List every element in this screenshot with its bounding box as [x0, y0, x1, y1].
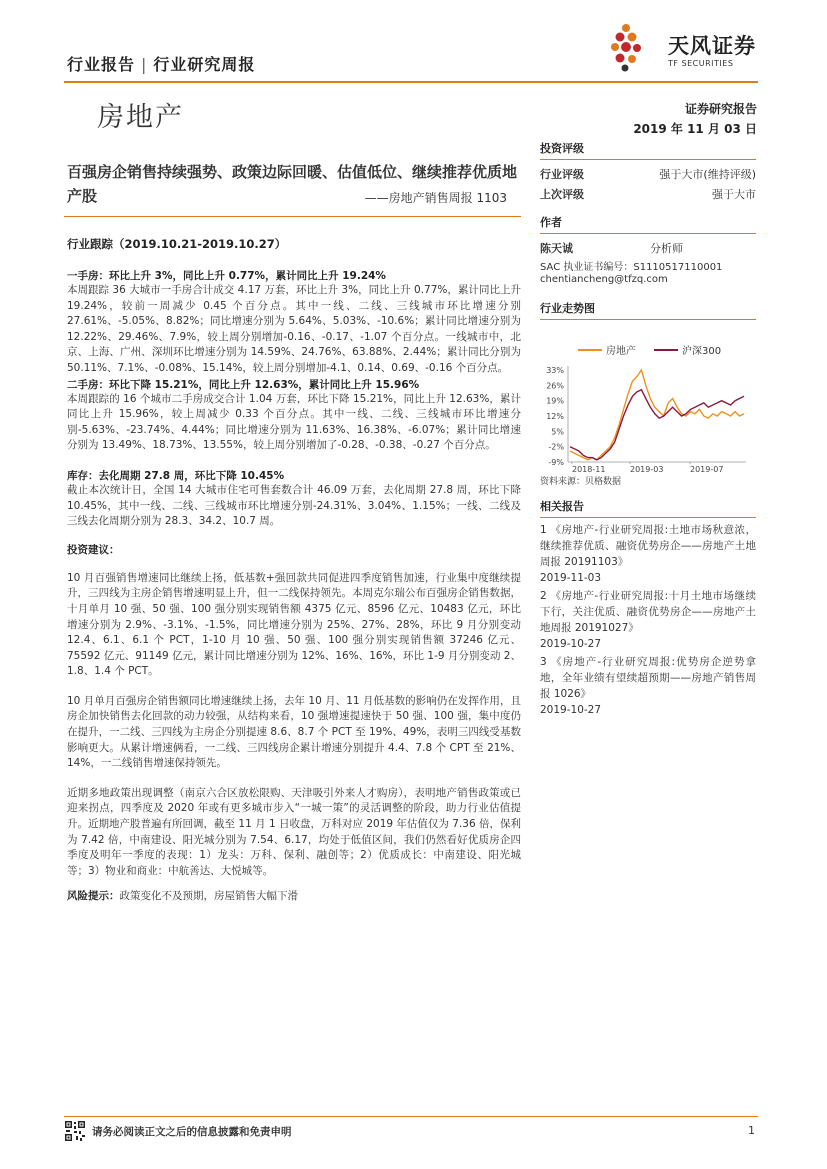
section-advice-title: 投资建议： — [67, 543, 120, 556]
y-tick-label: -9% — [548, 458, 564, 467]
company-name: 天风证券 — [668, 34, 756, 58]
rating-label: 行业评级 — [540, 168, 584, 181]
author-divider — [540, 233, 756, 234]
trend-chart — [540, 324, 756, 474]
author-sac: SAC 执业证书编号：S1110517110001 — [540, 262, 723, 273]
related-item[interactable] — [540, 522, 756, 586]
tracking-title: 行业跟踪（2019.10.21-2019.10.27） — [67, 237, 287, 251]
author-name: 陈天诚 — [540, 242, 573, 255]
chart-source: 资料来源：贝格数据 — [540, 477, 622, 487]
related-item-date: 2019-10-27 — [540, 638, 602, 650]
related-item[interactable] — [540, 588, 756, 652]
x-tick-label: 2018-11 — [572, 465, 606, 474]
category-label: 行业报告 — [67, 55, 136, 74]
y-tick-label: 12% — [546, 412, 564, 421]
category-separator: | — [141, 55, 148, 74]
risk-label: 风险提示： — [67, 890, 120, 903]
legend-label: 沪深300 — [682, 346, 722, 357]
author-email[interactable]: chentiancheng@tfzq.com — [540, 274, 668, 285]
page-number: 1 — [748, 1124, 755, 1137]
related-title: 相关报告 — [540, 500, 584, 513]
report-type: 证券研究报告 — [684, 102, 757, 116]
sidebar-rating — [540, 140, 756, 202]
section-inventory-title: 库存：去化周期 27.8 周，环比下降 10.45% — [67, 469, 285, 482]
y-tick-label: 26% — [546, 381, 564, 391]
related-item-text: 1 《房地产-行业研究周报:土地市场秋意浓，继续推荐优质、融资优势房企——房地产土地周报 20191103》 — [540, 524, 756, 568]
section-resale-title: 二手房：环比下降 15.21%，同比上升 12.63%，累计同比上升 15.96% — [67, 378, 420, 391]
rating-title: 投资评级 — [540, 142, 584, 155]
y-tick-label: 19% — [546, 396, 564, 406]
qr-code-icon — [64, 1120, 86, 1142]
header-divider — [64, 81, 758, 83]
report-headline: 百强房企销售持续强势、政策边际回暖、估值低位、继续推荐优质地产股 — [67, 163, 518, 205]
y-tick-label: 33% — [546, 366, 564, 375]
section-new-homes-title: 一手房：环比上升 3%，同比上升 0.77%，累计同比上升 19.24% — [67, 270, 386, 282]
x-tick-label: 2019-07 — [690, 465, 724, 474]
rating-value: 强于大市(维持评级) — [659, 168, 756, 181]
trend-title: 行业走势图 — [540, 302, 595, 315]
related-item[interactable] — [540, 654, 756, 718]
advice-paragraph-1: 10 月百强销售增速同比继续上扬，低基数+强回款共同促进四季度销售加速，行业集中度继续提升，三四线为主房企销售增速明显上升，但一二线保持领先。本周克尔瑞公布百强房企销售数据，十月单月 10 强、50 强、100 强分别实现销售额 4375 亿元、8596 亿元、10483 亿元，环比增速分别为 2.9%、-3.1%、-1.5%，同比增速分别为 25%、27%、28%，环比 9 月分别变动 12.4、6.1、6.1 个 PCT，1-10 月 10 强、50 强、100 强分别实现销售额 37246 亿元、75592 亿元、91149 亿元，累计同比增速分别为 12%、16%、16%，环比 1-9 月分别变动 2、1.8、1.4 个 PCT。 — [67, 571, 521, 678]
sidebar-trend — [540, 300, 756, 487]
section-resale-body: 本周跟踪的 16 个城市二手房成交合计 1.04 万套，环比下降 15.21%，同比上升 12.63%，累计同比上升 15.96%，较上周减少 0.33 个百分点。其中一线、二线、三线城市环比增速分别-5.63%、-23.74%、4.44%；同比增速分别为 11.63%、16.38%、-6.07%；累计同比增速分别为 13.49%、18.73%、13.55%，较上周分别增加了-0.28、-0.38、-0.27 个百分点。 — [67, 392, 521, 452]
related-item-text: 3 《房地产-行业研究周报:优势房企逆势拿地，全年业绩有望续超预期——房地产销售周报 1026》 — [540, 656, 756, 700]
rating-row — [540, 166, 756, 182]
report-category — [67, 52, 255, 75]
advice-paragraph-3: 近期多地政策出现调整（南京六合区放松限购、天津吸引外来人才购房），表明地产销售政策或已迎来拐点，四季度及 2020 年或有更多城市步入“一城一策”的灵活调整的阶段，助力行业估值提升。近期地产股普遍有所回调，截至 11 月 1 日收盘，万科对应 2019 年估值仅为 7.36 倍，保利为 7.42 倍，中南建设、阳光城分别为 7.54、6.17，均处于低值区间，我们仍然看好优质房企四季度及明年一季度的表现：1）龙头：万科、保利、融创等；2）优质成长：中南建设、阳光城等；3）物业和商业：中航善达、大悦城等。 — [67, 786, 521, 877]
y-tick-label: -2% — [548, 442, 564, 452]
risk-text: 政策变化不及预期，房屋销售大幅下滑 — [119, 890, 298, 903]
series-line — [570, 370, 744, 460]
report-subtitle: ——房地产销售周报 1103 — [364, 191, 507, 205]
prev-rating-value: 强于大市 — [712, 188, 756, 201]
related-item-date: 2019-11-03 — [540, 572, 602, 584]
legend-label: 房地产 — [606, 346, 636, 357]
author-role: 分析师 — [650, 242, 683, 255]
section-new-homes-body: 本周跟踪 36 大城市一手房合计成交 4.17 万套，环比上升 3%，同比上升 0.77%，累计同比上升 19.24%，较前一周减少 0.45 个百分点。其中一线、二线、三线城市环比增速分别 27.61%、-5.05%、8.82%；同比增速分别为 5.64%、5.03%、-10.6%；累计同比增速分别为 12.22%、29.46%、7.9%，较上周分别增加-0.16、-0.17、-1.07 个百分点。一线城市中，北京、上海、广州、深圳环比增速分别为 14.59%、24.76%、63.88%、2.44%；累计同比分别为 50.11%、7.1%、-0.08%、15.14%，较上周分别增加-4.1、0.14、0.69、-0.16 个百分点。 — [67, 284, 521, 374]
footer-divider — [64, 1116, 758, 1117]
rating-divider — [540, 159, 756, 160]
related-list — [540, 522, 756, 718]
x-tick-label: 2019-03 — [630, 465, 664, 474]
company-name-en: TF SECURITIES — [668, 59, 734, 68]
related-divider — [540, 517, 756, 518]
subcategory-label: 行业研究周报 — [153, 55, 256, 74]
series-line — [570, 390, 744, 460]
risk-warning — [67, 889, 521, 905]
footer-disclaimer: 请务必阅读正文之后的信息披露和免责申明 — [92, 1126, 292, 1138]
prev-rating-label: 上次评级 — [540, 188, 584, 201]
sector-title: 房地产 — [97, 102, 184, 133]
sidebar-author — [540, 214, 756, 285]
related-item-text: 2 《房地产-行业研究周报:十月土地市场继续下行，关注优质、融资优势房企——房地产土地周报 20191027》 — [540, 590, 756, 634]
advice-paragraph-2: 10 月单月百强房企销售额同比增速继续上扬，去年 10 月、11 月低基数的影响仍在发挥作用，且房企加快销售去化回款的动力较强，从结构来看，10 强增速提速快于 50 强、100 强，集中度仍在提升，一二线、三四线为主房企分别提速 8.6、8.7 个 PCT 至 19%、49%，表明三四线受基数影响更大。从累计增速俩看，一二线、三四线房企累计增速分别提升 4.4、7.8 个 CPT 至 21%、14%，一二线销售增速保持领先。 — [67, 694, 521, 770]
report-date: 2019 年 11 月 03 日 — [633, 122, 757, 136]
prev-rating-row — [540, 186, 756, 202]
sidebar-related — [540, 498, 756, 718]
section-inventory-body: 截止本次统计日，全国 14 大城市住宅可售套数合计 46.09 万套，去化周期 27.8 周，环比下降 10.45%，其中一线、二线、三线城市环比增速分别-24.31%、3.04%、1.15%；一线、二线及三线去化周期分别为 28.3、34.2、10.7 周。 — [67, 483, 521, 528]
headline-divider — [64, 216, 521, 217]
main-column — [67, 226, 521, 905]
y-tick-label: 5% — [551, 427, 564, 437]
author-name-row — [540, 240, 756, 256]
author-title: 作者 — [540, 216, 562, 229]
related-item-date: 2019-10-27 — [540, 704, 602, 716]
trend-divider — [540, 319, 756, 320]
